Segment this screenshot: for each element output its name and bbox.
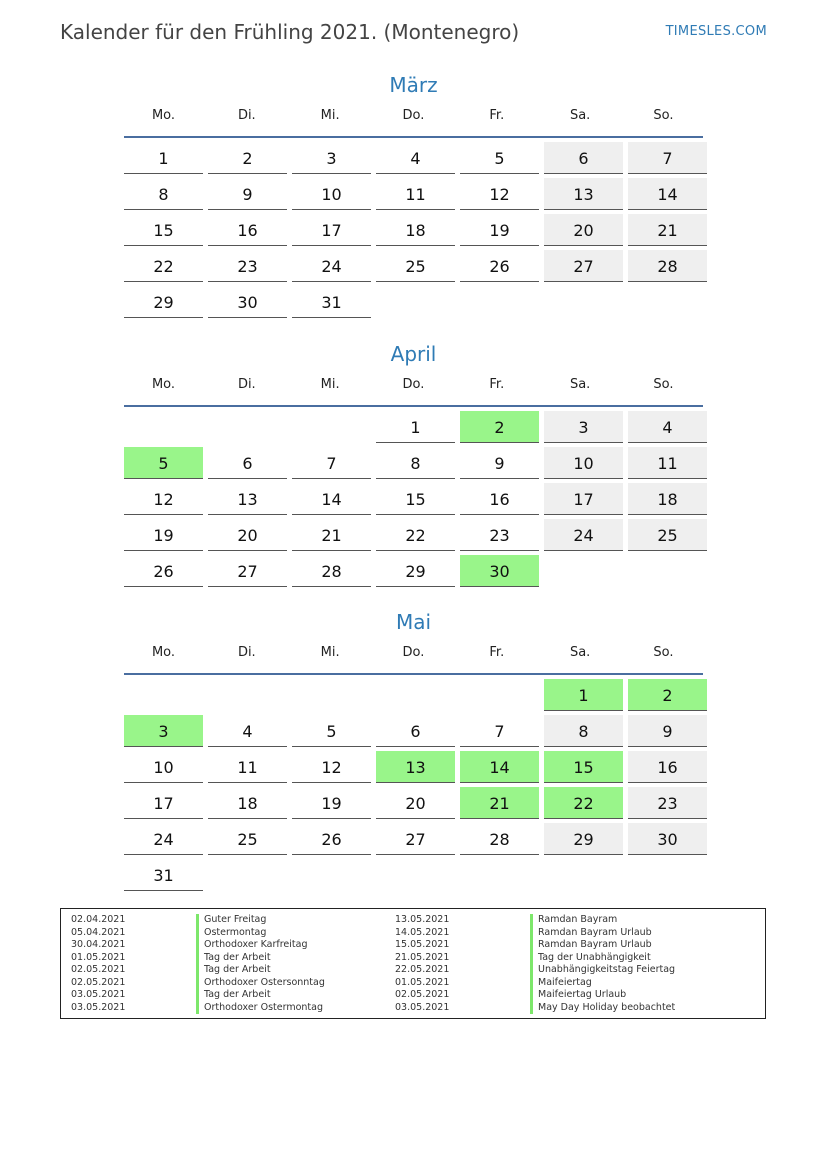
holiday-name: Maifeiertag Urlaub xyxy=(530,989,675,1002)
holiday-date: 02.05.2021 xyxy=(71,964,126,975)
day-cell: 26 xyxy=(124,555,203,587)
day-cell: 27 xyxy=(376,823,455,855)
day-cell: 24 xyxy=(544,519,623,551)
day-cell: 23 xyxy=(208,250,287,282)
day-cell: 7 xyxy=(628,142,707,174)
holiday-name: Ramdan Bayram Urlaub xyxy=(530,939,675,952)
holiday-name: Unabhängigkeitstag Feiertag xyxy=(530,964,675,977)
day-cell: 19 xyxy=(292,787,371,819)
empty-cell xyxy=(544,859,623,891)
holiday-day-cell: 2 xyxy=(460,411,539,443)
day-cell: 27 xyxy=(208,555,287,587)
day-cell: 28 xyxy=(460,823,539,855)
day-cell: 6 xyxy=(544,142,623,174)
holiday-day-cell: 5 xyxy=(124,447,203,479)
holiday-date: 15.05.2021 xyxy=(395,939,450,950)
day-cell: 22 xyxy=(124,250,203,282)
weekday-label: Sa. xyxy=(569,108,591,123)
empty-cell xyxy=(544,286,623,318)
day-cell: 9 xyxy=(460,447,539,479)
day-cell: 9 xyxy=(208,178,287,210)
weekday-label: Do. xyxy=(402,377,425,392)
holiday-name: Tag der Arbeit xyxy=(196,989,325,1002)
holiday-day-cell: 1 xyxy=(544,679,623,711)
day-cell: 4 xyxy=(376,142,455,174)
month-0 xyxy=(124,70,703,318)
day-cell: 16 xyxy=(460,483,539,515)
day-cell: 19 xyxy=(124,519,203,551)
empty-cell xyxy=(460,679,539,711)
empty-cell xyxy=(208,859,287,891)
day-cell: 23 xyxy=(628,787,707,819)
holiday-day-cell: 14 xyxy=(460,751,539,783)
day-cell: 13 xyxy=(208,483,287,515)
day-grid xyxy=(124,411,703,587)
day-cell: 8 xyxy=(124,178,203,210)
day-cell: 27 xyxy=(544,250,623,282)
month-2 xyxy=(124,607,703,891)
holiday-date: 01.05.2021 xyxy=(71,951,126,963)
day-grid xyxy=(124,679,703,891)
day-cell: 18 xyxy=(376,214,455,246)
weekday-label: Mo. xyxy=(151,377,176,392)
holiday-name: Maifeiertag xyxy=(530,977,675,990)
day-cell: 16 xyxy=(208,214,287,246)
day-cell: 7 xyxy=(460,715,539,747)
day-cell: 4 xyxy=(628,411,707,443)
empty-cell xyxy=(376,859,455,891)
holiday-name: Ostermontag xyxy=(196,927,325,940)
day-cell: 20 xyxy=(376,787,455,819)
holiday-names-right xyxy=(530,914,675,1014)
holiday-name: Orthodoxer Ostermontag xyxy=(196,1002,325,1015)
day-cell: 15 xyxy=(376,483,455,515)
weekday-header xyxy=(124,371,703,407)
holiday-name: Tag der Arbeit xyxy=(196,952,325,965)
day-cell: 6 xyxy=(208,447,287,479)
holiday-date: 03.05.2021 xyxy=(395,1001,450,1013)
day-cell: 13 xyxy=(544,178,623,210)
weekday-label: Fr. xyxy=(489,377,505,392)
weekday-label: So. xyxy=(653,108,674,123)
weekday-label: Sa. xyxy=(569,645,591,660)
day-cell: 20 xyxy=(208,519,287,551)
day-cell: 17 xyxy=(124,787,203,819)
day-cell: 5 xyxy=(292,715,371,747)
brand-link[interactable]: TIMESLES.COM xyxy=(665,24,767,39)
empty-cell xyxy=(544,555,623,587)
weekday-label: So. xyxy=(653,645,674,660)
holiday-date: 13.05.2021 xyxy=(395,914,450,925)
day-cell: 10 xyxy=(124,751,203,783)
day-cell: 24 xyxy=(292,250,371,282)
day-cell: 10 xyxy=(292,178,371,210)
day-cell: 17 xyxy=(544,483,623,515)
day-cell: 11 xyxy=(208,751,287,783)
empty-cell xyxy=(292,679,371,711)
holiday-day-cell: 3 xyxy=(124,715,203,747)
holiday-name: Orthodoxer Karfreitag xyxy=(196,939,325,952)
day-cell: 31 xyxy=(292,286,371,318)
day-cell: 7 xyxy=(292,447,371,479)
day-grid xyxy=(124,142,703,318)
holiday-name: Tag der Arbeit xyxy=(196,964,325,977)
empty-cell xyxy=(124,411,203,443)
holiday-date: 03.05.2021 xyxy=(71,1001,126,1013)
day-cell: 21 xyxy=(292,519,371,551)
month-name: Mai xyxy=(395,610,432,634)
weekday-label: Di. xyxy=(237,108,256,123)
day-cell: 28 xyxy=(628,250,707,282)
day-cell: 30 xyxy=(208,286,287,318)
holiday-date: 21.05.2021 xyxy=(395,951,450,963)
day-cell: 3 xyxy=(544,411,623,443)
holiday-date: 02.05.2021 xyxy=(71,976,126,988)
holiday-day-cell: 13 xyxy=(376,751,455,783)
holiday-day-cell: 21 xyxy=(460,787,539,819)
holiday-dates-left xyxy=(71,914,125,1014)
weekday-header xyxy=(124,102,703,138)
empty-cell xyxy=(460,286,539,318)
day-cell: 8 xyxy=(544,715,623,747)
holiday-day-cell: 15 xyxy=(544,751,623,783)
day-cell: 16 xyxy=(628,751,707,783)
day-cell: 18 xyxy=(628,483,707,515)
empty-cell xyxy=(376,679,455,711)
month-name: April xyxy=(390,342,437,366)
day-cell: 25 xyxy=(208,823,287,855)
day-cell: 11 xyxy=(376,178,455,210)
day-cell: 10 xyxy=(544,447,623,479)
day-cell: 1 xyxy=(376,411,455,443)
weekday-label: Di. xyxy=(237,645,256,660)
empty-cell xyxy=(208,411,287,443)
empty-cell xyxy=(628,555,707,587)
day-cell: 29 xyxy=(376,555,455,587)
empty-cell xyxy=(460,859,539,891)
holiday-date: 22.05.2021 xyxy=(395,964,450,975)
holiday-name: Guter Freitag xyxy=(196,914,325,927)
day-cell: 25 xyxy=(628,519,707,551)
holiday-date: 03.05.2021 xyxy=(71,989,126,1000)
weekday-label: Sa. xyxy=(569,377,591,392)
empty-cell xyxy=(628,859,707,891)
month-1 xyxy=(124,339,703,587)
day-cell: 9 xyxy=(628,715,707,747)
weekday-label: Mo. xyxy=(151,645,176,660)
day-cell: 18 xyxy=(208,787,287,819)
holiday-list xyxy=(60,908,766,1019)
day-cell: 14 xyxy=(628,178,707,210)
holiday-name: Ramdan Bayram Urlaub xyxy=(530,927,675,940)
day-cell: 3 xyxy=(292,142,371,174)
day-cell: 26 xyxy=(292,823,371,855)
day-cell: 21 xyxy=(628,214,707,246)
day-cell: 11 xyxy=(628,447,707,479)
weekday-label: Fr. xyxy=(489,645,505,660)
holiday-name: Orthodoxer Ostersonntag xyxy=(196,977,325,990)
weekday-header xyxy=(124,639,703,675)
weekday-label: Mi. xyxy=(320,645,340,660)
day-cell: 14 xyxy=(292,483,371,515)
day-cell: 12 xyxy=(460,178,539,210)
holiday-name: May Day Holiday beobachtet xyxy=(530,1002,675,1015)
weekday-label: Do. xyxy=(402,645,425,660)
empty-cell xyxy=(376,286,455,318)
day-cell: 12 xyxy=(292,751,371,783)
empty-cell xyxy=(628,286,707,318)
day-cell: 29 xyxy=(544,823,623,855)
day-cell: 29 xyxy=(124,286,203,318)
holiday-date: 14.05.2021 xyxy=(395,926,450,938)
holiday-date: 30.04.2021 xyxy=(71,939,126,950)
holiday-dates-right xyxy=(395,914,449,1014)
holiday-name: Tag der Unabhängigkeit xyxy=(530,952,675,965)
holiday-day-cell: 30 xyxy=(460,555,539,587)
day-cell: 12 xyxy=(124,483,203,515)
day-cell: 5 xyxy=(460,142,539,174)
day-cell: 31 xyxy=(124,859,203,891)
month-name: März xyxy=(389,73,438,97)
holiday-day-cell: 2 xyxy=(628,679,707,711)
holiday-date: 02.04.2021 xyxy=(71,914,126,925)
day-cell: 1 xyxy=(124,142,203,174)
day-cell: 8 xyxy=(376,447,455,479)
empty-cell xyxy=(124,679,203,711)
weekday-label: Mo. xyxy=(151,108,176,123)
day-cell: 2 xyxy=(208,142,287,174)
empty-cell xyxy=(292,411,371,443)
holiday-names-left xyxy=(196,914,325,1014)
weekday-label: Di. xyxy=(237,377,256,392)
holiday-name: Ramdan Bayram xyxy=(530,914,675,927)
day-cell: 17 xyxy=(292,214,371,246)
weekday-label: Do. xyxy=(402,108,425,123)
day-cell: 15 xyxy=(124,214,203,246)
day-cell: 4 xyxy=(208,715,287,747)
day-cell: 19 xyxy=(460,214,539,246)
weekday-label: Mi. xyxy=(320,108,340,123)
day-cell: 23 xyxy=(460,519,539,551)
weekday-label: Fr. xyxy=(489,108,505,123)
weekday-label: Mi. xyxy=(320,377,340,392)
page-title: Kalender für den Frühling 2021. (Montenegro) xyxy=(60,20,520,44)
empty-cell xyxy=(208,679,287,711)
holiday-date: 01.05.2021 xyxy=(395,976,450,988)
day-cell: 20 xyxy=(544,214,623,246)
day-cell: 28 xyxy=(292,555,371,587)
holiday-date: 02.05.2021 xyxy=(395,989,450,1000)
day-cell: 26 xyxy=(460,250,539,282)
holiday-date: 05.04.2021 xyxy=(71,926,126,938)
day-cell: 25 xyxy=(376,250,455,282)
day-cell: 22 xyxy=(376,519,455,551)
day-cell: 30 xyxy=(628,823,707,855)
holiday-day-cell: 22 xyxy=(544,787,623,819)
empty-cell xyxy=(292,859,371,891)
day-cell: 24 xyxy=(124,823,203,855)
weekday-label: So. xyxy=(653,377,674,392)
day-cell: 6 xyxy=(376,715,455,747)
